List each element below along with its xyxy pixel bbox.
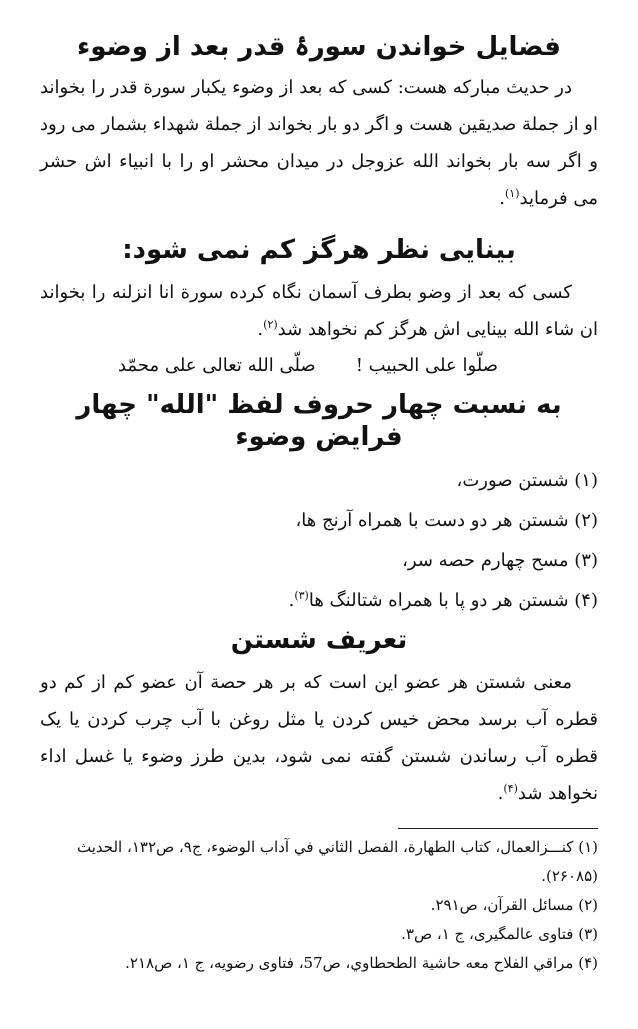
salawat-call: صلّوا علی الحبیب ! — [355, 355, 498, 377]
footnote-ref-1: (۱) — [504, 187, 520, 201]
footnotes — [40, 833, 598, 978]
footnote-4: (۴) مراقي الفلاح معه حاشیة الطحطاوي، ص57، فتاوی رضویه، ج ۱، ص۲۱۸. — [125, 953, 598, 972]
paragraph-eyesight — [40, 274, 598, 348]
section-heading-definition-washing: تعریف شستن — [230, 624, 408, 655]
footnote-ref-2: (۲) — [263, 318, 278, 332]
footnote-ref-4: (۴) — [503, 781, 518, 795]
footnote-divider — [398, 828, 598, 829]
list-item-text: (۲) شستن هر دو دست با همراه آرنج ها، — [295, 509, 598, 531]
section-heading-virtues-surah-qadr: فضایل خواندن سورۂ قدر بعد از وضوء — [77, 32, 561, 62]
document-page — [0, 32, 638, 1029]
list-item-text: (۴) شستن هر دو پا با همراه شتالنگ ها — [308, 589, 598, 611]
list-item — [40, 461, 598, 501]
footnote-3: (۳) فتاوی عالمگیری، ج ۱، ص۳. — [401, 924, 598, 943]
section-heading-four-faraid: به نسبت چهار حروف لفظ "الله" چهار فرایض وضوء — [76, 390, 562, 452]
period: . — [499, 188, 505, 210]
footnote-1: (۱) کنـــزالعمال، کتاب الطهارة، الفصل الثاني في آداب الوضوء، ج۹، ص۱۳۲، الحدیث (۲۶۰۸۵). — [77, 837, 598, 885]
footnote-2: (۲) مسائل القرآن، ص۲۹۱. — [430, 895, 598, 914]
list-item — [40, 541, 598, 581]
list-item — [40, 501, 598, 541]
list-item-text: (۳) مسح چهارم حصه سر، — [402, 549, 598, 571]
list-item-text: (۱) شستن صورت، — [456, 469, 598, 491]
paragraph-text: در حدیث مبارکه هست: کسی که بعد از وضوء یکبار سورة قدر را بخواند او از جملة صدیقین هست و اگر دو بار بخواند از جملة شهداء بشمار می رود و اگر سه بار بخواند الله عزوجل در میدان محشر او را با انبیاء اش حشر می فرماید — [40, 77, 599, 210]
salawat-line — [40, 348, 598, 384]
paragraph-text: کسی که بعد از وضو بطرف آسمان نگاه کرده سورة انا انزلنه را بخواند ان شاء الله بینایی اش هرگز کم نخواهد شد — [40, 282, 598, 341]
period: . — [497, 782, 504, 804]
faraid-list — [40, 461, 598, 621]
period: . — [257, 319, 264, 341]
paragraph-text: معنی شستن هر عضو این است که بر هر حصة آن عضو کم از کم دو قطره آب برسد محض خیس کردن یا مثل روغن با آب چرب کردن یا یک قطره آب رساندن شستن گفته نمی شود، بدین طرز وضوء یا غسل اداء نخواهد شد — [40, 671, 598, 804]
salawat-response: صلّی الله تعالی علی محمّد — [117, 355, 316, 377]
section-heading-eyesight: بینایی نظر هرگز کم نمی شود: — [122, 235, 516, 266]
paragraph-virtues-surah-qadr — [40, 69, 598, 217]
footnote-ref-3: (۳) — [294, 588, 309, 602]
paragraph-definition-washing — [40, 664, 598, 812]
period: . — [288, 589, 295, 611]
list-item — [40, 581, 598, 621]
